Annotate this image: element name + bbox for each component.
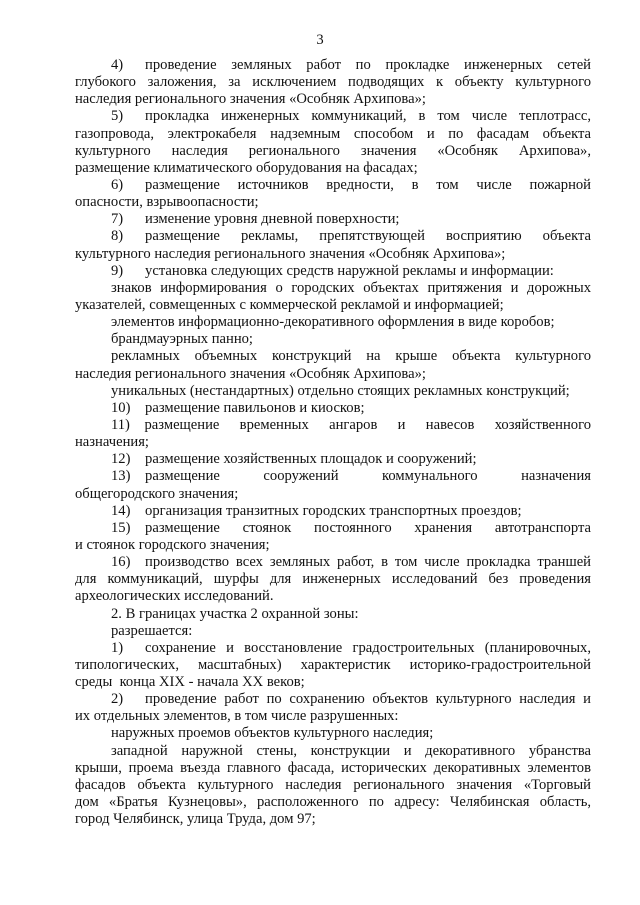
text-line: среды конца XIX - начала XX веков; [75,674,305,691]
text-line: и стоянок городского значения; [75,536,270,553]
text-line: уникальных (нестандартных) отдельно стоящих рекламных конструкций; [111,382,570,399]
text-line: культурного наследия регионального значения «Особняк Архипова», [75,142,591,159]
text-line: 9) установка следующих средств наружной рекламы и информации: [111,262,554,279]
text-line: город Челябинск, улица Труда, дом 97; [75,811,316,828]
text-line: 14) организация транзитных городских транспортных проездов; [111,502,522,519]
text-line: культурного наследия регионального значения «Особняк Архипова»; [75,245,506,262]
text-line: рекламных объемных конструкций на крыше объекта культурного [111,348,591,365]
text-line: элементов информационно-декоративного оформления в виде коробов; [111,314,555,331]
text-line: археологических исследований. [75,588,274,605]
text-line: глубокого заложения, за исключением подводящих к объекту культурного [75,74,591,91]
text-line: 5) прокладка инженерных коммуникаций, в том числе теплотрасс, [111,108,591,125]
text-line: западной наружной стены, конструкции и декоративного убранства [111,742,591,759]
text-line: типологических, масштабных) характеристик историко-градостроительной [75,656,591,673]
text-line: опасности, взрывоопасности; [75,194,259,211]
text-line: брандмауэрных панно; [111,331,253,348]
text-line: знаков информирования о городских объектах притяжения и дорожных [111,279,591,296]
text-line: 13) размещение сооружений коммунального назначения [111,468,591,485]
text-line: газопровода, электрокабеля надземным способом и по фасадам объекта [75,125,591,142]
text-line: общегородского значения; [75,485,239,502]
text-line: 4) проведение земляных работ по прокладке инженерных сетей [111,57,591,73]
text-line: 11) размещение временных ангаров и навесов хозяйственного [111,416,591,433]
text-line: указателей, совмещенных с коммерческой рекламой и информацией; [75,296,504,313]
text-line: для коммуникаций, шурфы для инженерных исследований без проведения [75,571,591,588]
text-line: 2) проведение работ по сохранению объектов культурного наследия и [111,691,591,708]
text-line: назначения; [75,434,149,451]
text-line: 12) размещение хозяйственных площадок и сооружений; [111,451,477,468]
text-line: 15) размещение стоянок постоянного хранения автотранспорта [111,519,591,536]
text-line: наследия регионального значения «Особняк Архипова»; [75,365,426,382]
text-line: 1) сохранение и восстановление градостроительных (планировочных, [111,639,591,656]
text-line: дом «Братья Кузнецовы», расположенного по адресу: Челябинская область, [75,794,591,811]
text-line: разрешается: [111,622,193,639]
text-line: фасадов объекта культурного наследия регионального значения «Торговый [75,776,591,793]
text-line: 6) размещение источников вредности, в том числе пожарной [111,176,591,193]
text-line: наружных проемов объектов культурного наследия; [111,725,434,742]
text-line: крыши, проема въезда главного фасада, исторических декоративных элементов [75,759,591,776]
text-line: 16) производство всех земляных работ, в том числе прокладка траншей [111,554,591,571]
page-number: 3 [316,32,324,48]
text-line: 2. В границах участка 2 охранной зоны: [111,605,359,622]
text-line: 10) размещение павильонов и киосков; [111,399,365,416]
text-line: размещение климатического оборудования на фасадах; [75,159,418,176]
text-line: 8) размещение рекламы, препятствующей восприятию объекта [111,228,591,245]
text-line: их отдельных элементов, в том числе разрушенных: [75,708,399,725]
text-line: наследия регионального значения «Особняк Архипова»; [75,91,426,108]
document-body [75,57,591,828]
text-line: 7) изменение уровня дневной поверхности; [111,211,400,228]
